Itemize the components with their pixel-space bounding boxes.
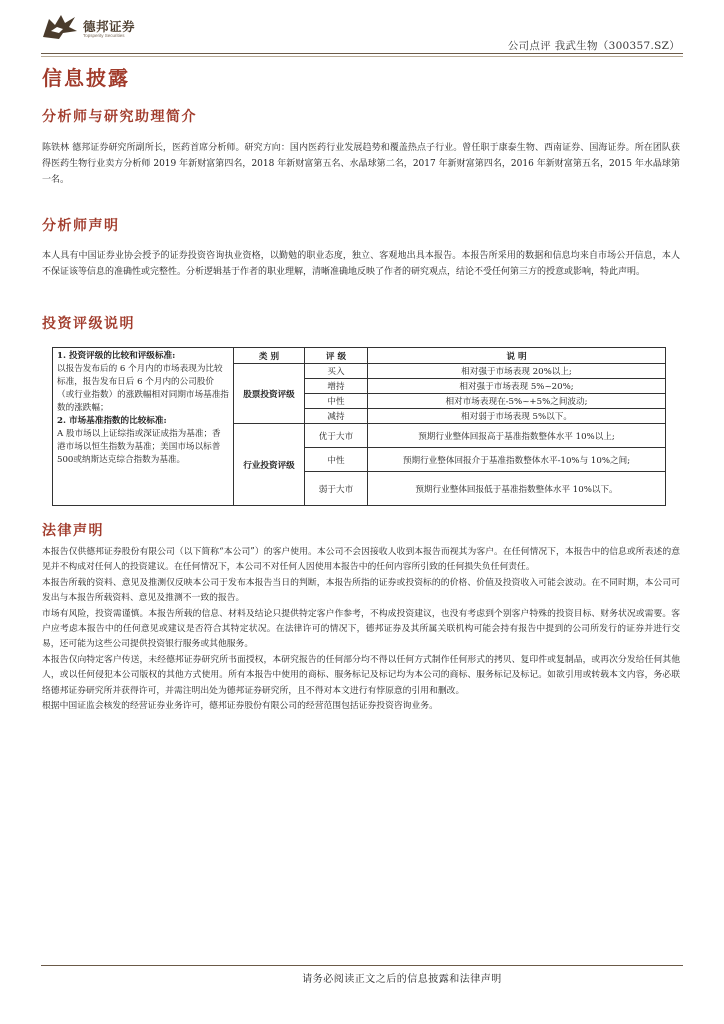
table-row-description: 相对弱于市场表现 5%以下。 xyxy=(368,409,666,424)
table-row-grade: 增持 xyxy=(305,379,368,394)
column-header-grade: 评 级 xyxy=(305,348,368,364)
rating-heading: 投资评级说明 xyxy=(42,316,135,332)
analyst-statement-heading: 分析师声明 xyxy=(42,218,120,234)
criteria-heading-1: 1. 投资评级的比较和评级标准: xyxy=(57,351,176,361)
footer-note: 请务必阅读正文之后的信息披露和法律声明 xyxy=(302,974,502,985)
page-title: 信息披露 xyxy=(42,66,130,90)
rating-table xyxy=(52,347,666,506)
header-divider xyxy=(41,53,683,54)
table-row-grade: 减持 xyxy=(305,409,368,424)
logo-subtext: Topsperity Securities xyxy=(83,33,125,38)
table-row-grade: 中性 xyxy=(305,394,368,409)
industry-rating-category: 行业投资评级 xyxy=(234,424,305,506)
legal-heading: 法律声明 xyxy=(42,523,104,539)
logo-text: 德邦证券 xyxy=(83,19,136,34)
table-row-grade: 弱于大市 xyxy=(305,472,368,506)
analyst-statement-text: 本人具有中国证券业协会授予的证券投资咨询执业资格，以勤勉的职业态度，独立、客观地出具本报告。本报告所采用的数据和信息均来自市场公开信息，本人不保证该等信息的准确性或完整性。分析逻辑基于作者的职业理解，清晰准确地反映了作者的研究观点，结论不受任何第三方的授意或影响，特此声明。 xyxy=(42,251,680,277)
legal-paragraph: 根据中国证监会核发的经营证券业务许可，德邦证券股份有限公司的经营范围包括证券投资咨询业务。 xyxy=(42,701,438,712)
footer-divider xyxy=(41,965,683,966)
table-row-description: 预期行业整体回报高于基准指数整体水平 10%以上; xyxy=(368,424,666,448)
table-row-description: 相对市场表现在-5%~+5%之间波动; xyxy=(368,394,666,409)
table-row-description: 相对强于市场表现 20%以上; xyxy=(368,364,666,379)
table-row-description: 预期行业整体回报介于基准指数整体水平-10%与 10%之间; xyxy=(368,448,666,472)
column-header-description: 说 明 xyxy=(368,348,666,364)
table-row-grade: 中性 xyxy=(305,448,368,472)
column-header-category: 类 别 xyxy=(234,348,305,364)
analyst-intro-text: 陈铁林 德邦证券研究所副所长，医药首席分析师。研究方向：国内医药行业发展趋势和覆盖热点子行业。曾任职于康泰生物、西南证券、国海证券。所在团队获得医药生物行业卖方分析师 2019 年新财富第四名，2018 年新财富第五名、水晶球第二名，2017 年新财富第四名，2016 年新财富第五名，2015 年水晶球第一名。 xyxy=(42,143,680,185)
table-row-grade: 买入 xyxy=(305,364,368,379)
document-info: 公司点评 我武生物（300357.SZ） xyxy=(507,40,680,52)
criteria-text-2: A 股市场以上证综指或深证成指为基准；香港市场以恒生指数为基准；美国市场以标普500或纳斯达克综合指数为基准。 xyxy=(57,429,221,465)
legal-paragraph: 本报告所载的资料、意见及推测仅反映本公司于发布本报告当日的判断，本报告所指的证券或投资标的的价格、价值及投资收入可能会波动。在不同时期，本公司可发出与本报告所载资料、意见及推测不一致的报告。 xyxy=(42,577,680,604)
header-divider-secondary xyxy=(41,56,683,57)
legal-body xyxy=(42,545,680,714)
table-row-description: 相对强于市场表现 5%~20%; xyxy=(368,379,666,394)
stock-rating-category: 股票投资评级 xyxy=(234,364,305,424)
legal-paragraph: 本报告仅供德邦证券股份有限公司（以下简称“本公司”）的客户使用。本公司不会因接收人收到本报告而视其为客户。在任何情况下，本报告中的信息或所表述的意见并不构成对任何人的投资建议。在任何情况下，本公司不对任何人因使用本报告中的任何内容所引致的任何损失负任何责任。 xyxy=(42,547,680,573)
criteria-heading-2: 2. 市场基准指数的比较标准: xyxy=(57,416,167,426)
rating-criteria-cell xyxy=(53,348,234,506)
analyst-intro-heading: 分析师与研究助理简介 xyxy=(42,109,197,125)
table-row-description: 预期行业整体回报低于基准指数整体水平 10%以下。 xyxy=(368,472,666,506)
legal-paragraph: 本报告仅向特定客户传送，未经德邦证券研究所书面授权，本研究报告的任何部分均不得以任何方式制作任何形式的拷贝、复印件或复制品，或再次分发给任何其他人，或以任何侵犯本公司版权的其他方式使用。所有本报告中使用的商标、服务标记及标记均为本公司的商标、服务标记及标记。如欲引用或转载本文内容，务必联络德邦证券研究所并获得许可，并需注明出处为德邦证券研究所，且不得对本文进行有悖原意的引用和删改。 xyxy=(42,654,680,696)
criteria-text-1: 以报告发布后的 6 个月内的市场表现为比较标准，报告发布日后 6 个月内的公司股价（或行业指数）的涨跌幅相对同期市场基准指数的涨跌幅； xyxy=(57,364,229,413)
table-row-grade: 优于大市 xyxy=(305,424,368,448)
logo-mark-icon xyxy=(41,13,79,39)
company-logo xyxy=(41,13,181,41)
legal-paragraph: 市场有风险，投资需谨慎。本报告所载的信息、材料及结论只提供特定客户作参考，不构成投资建议，也没有考虑到个别客户特殊的投资目标、财务状况或需要。客户应考虑本报告中的任何意见或建议是否符合其特定状况。在法律许可的情况下，德邦证券及其所属关联机构可能会持有报告中提到的公司所发行的证券并进行交易，还可能为这些公司提供投资银行服务或其他服务。 xyxy=(42,608,680,650)
